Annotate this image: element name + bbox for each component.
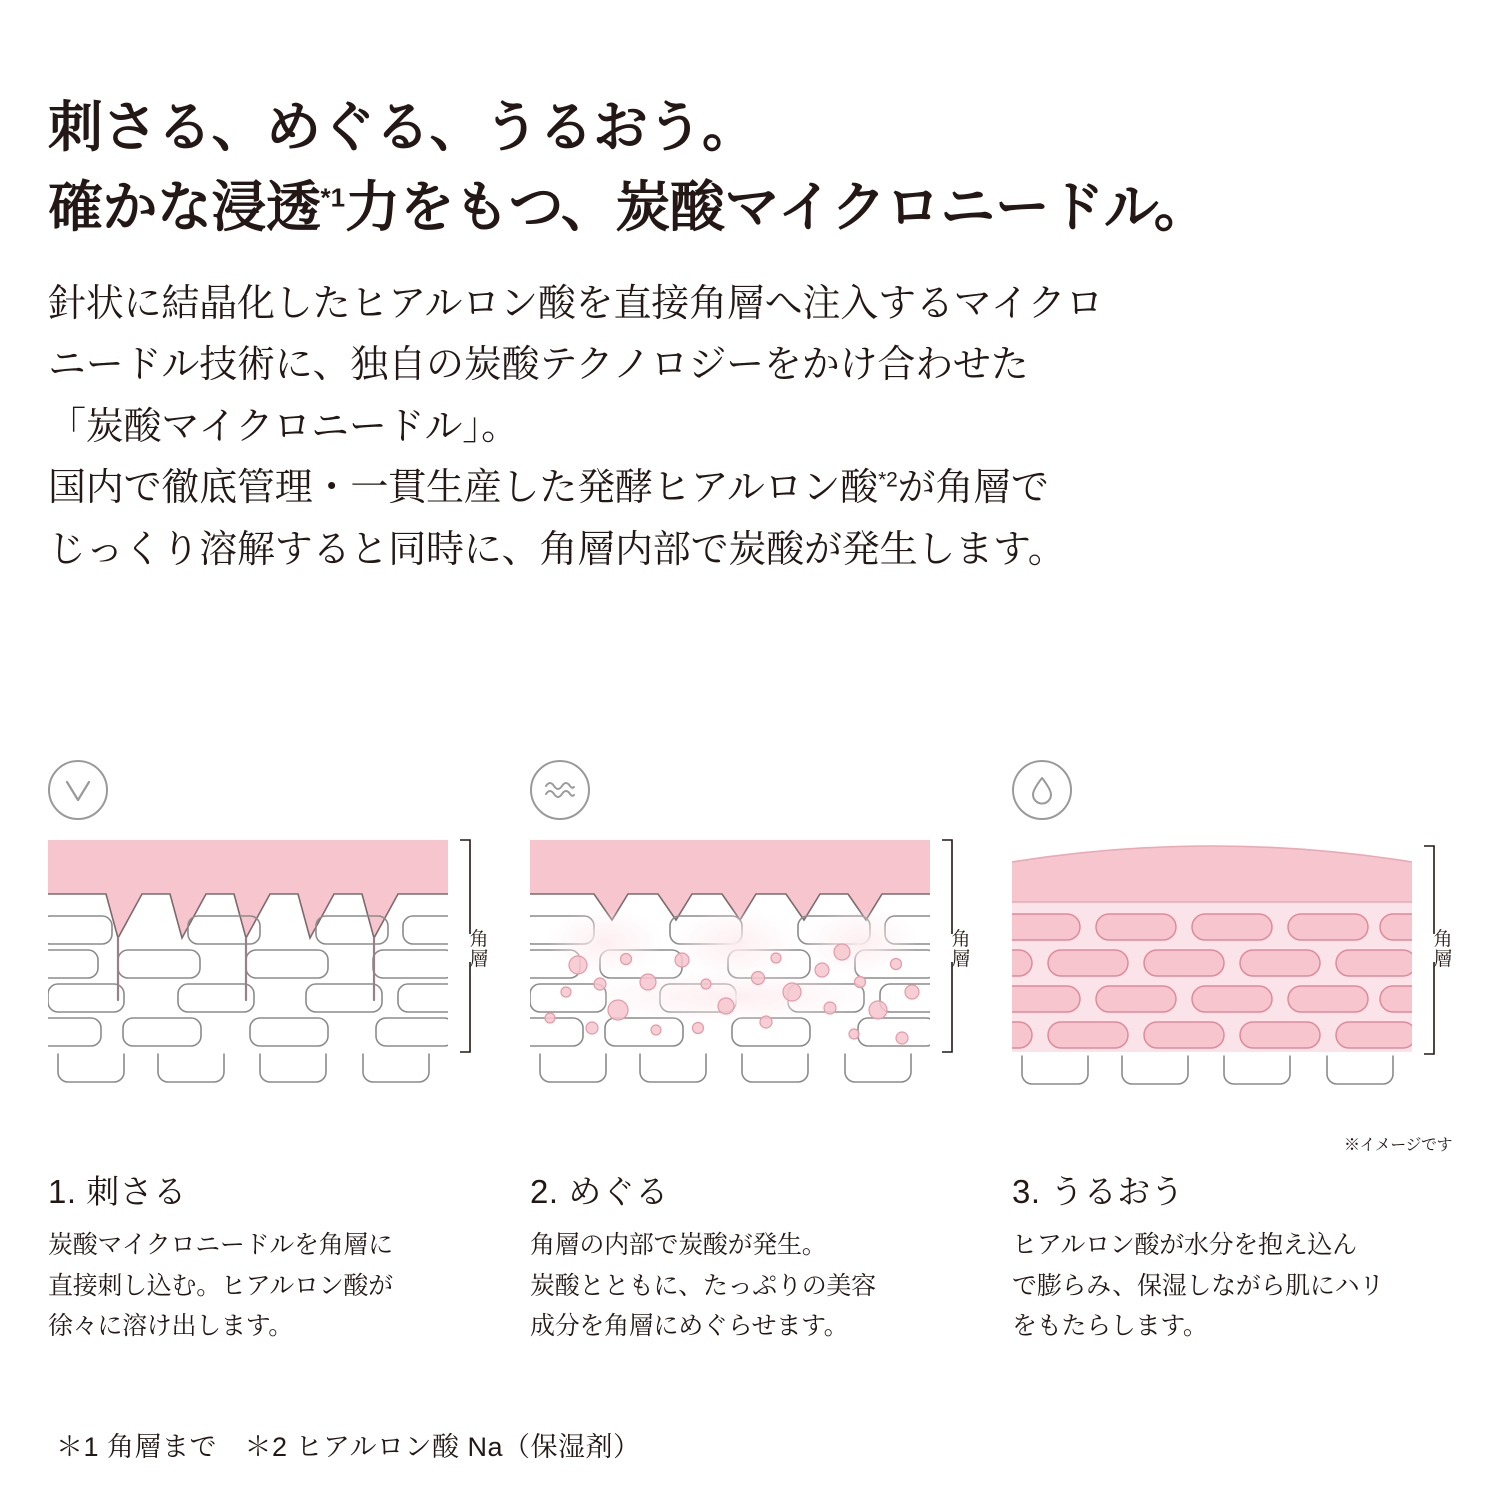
- step-2-title: 2. めぐる: [530, 1173, 669, 1210]
- step-1-title: 1. 刺さる: [48, 1173, 187, 1210]
- step-3: [1012, 760, 1452, 1347]
- step-1-figure: [48, 832, 488, 1132]
- step-3-title: 3. うるおう: [1012, 1173, 1185, 1210]
- lede-footnote-marker: *2: [878, 468, 898, 492]
- step-2-body: 角層の内部で炭酸が発生。 炭酸とともに、たっぷりの美容 成分を角層にめぐらせます。: [530, 1231, 876, 1340]
- wave-icon: [530, 760, 590, 820]
- lede-line-5: じっくり溶解すると同時に、角層内部で炭酸が発生します。: [48, 528, 1066, 571]
- stratum-corneum-label: 角 層: [951, 929, 971, 970]
- stratum-corneum-label: 角 層: [1433, 929, 1453, 970]
- stratum-corneum-label: 角 層: [469, 929, 489, 970]
- page-title: [48, 88, 1452, 248]
- lede-line-3: 「炭酸マイクロニードル」。: [48, 405, 519, 448]
- steps-row: [48, 760, 1452, 1347]
- lede-line-2: ニードル技術に、独自の炭酸テクノロジーをかけ合わせた: [48, 344, 1029, 387]
- step-1: [48, 760, 488, 1347]
- lede-line-4-part-b: が角層で: [897, 467, 1049, 510]
- needle-icon: [48, 760, 108, 820]
- lede-line-1: 針状に結晶化したヒアルロン酸を直接角層へ注入するマイクロ: [48, 282, 1104, 325]
- headline-line-2-part-b: 力をもつ、炭酸マイクロニードル。: [345, 175, 1209, 238]
- droplet-icon: [1012, 760, 1072, 820]
- headline-line-2: [48, 168, 1452, 248]
- headline-line-2-part-a: 確かな浸透: [48, 175, 321, 238]
- footnote: ＊1 角層まで ＊2 ヒアルロン酸 Na（保湿剤）: [56, 1432, 641, 1462]
- step-2: [530, 760, 970, 1347]
- headline-line-1: 刺さる、めぐる、うるおう。: [48, 96, 757, 158]
- image-disclaimer: ※イメージです: [1343, 1137, 1452, 1154]
- step-1-body: 炭酸マイクロニードルを角層に 直接刺し込む。ヒアルロン酸が 徐々に溶け出します。: [48, 1231, 393, 1340]
- step-3-body: ヒアルロン酸が水分を抱え込ん で膨らみ、保湿しながら肌にハリ をもたらします。: [1012, 1231, 1385, 1340]
- lede-line-4: [48, 458, 1452, 520]
- lede-line-4-part-a: 国内で徹底管理・一貫生産した発酵ヒアルロン酸: [48, 467, 879, 510]
- step-2-figure: [530, 832, 970, 1132]
- lede-paragraph: [48, 274, 1452, 582]
- step-3-figure: [1012, 832, 1453, 1154]
- headline-footnote-marker: *1: [320, 182, 346, 213]
